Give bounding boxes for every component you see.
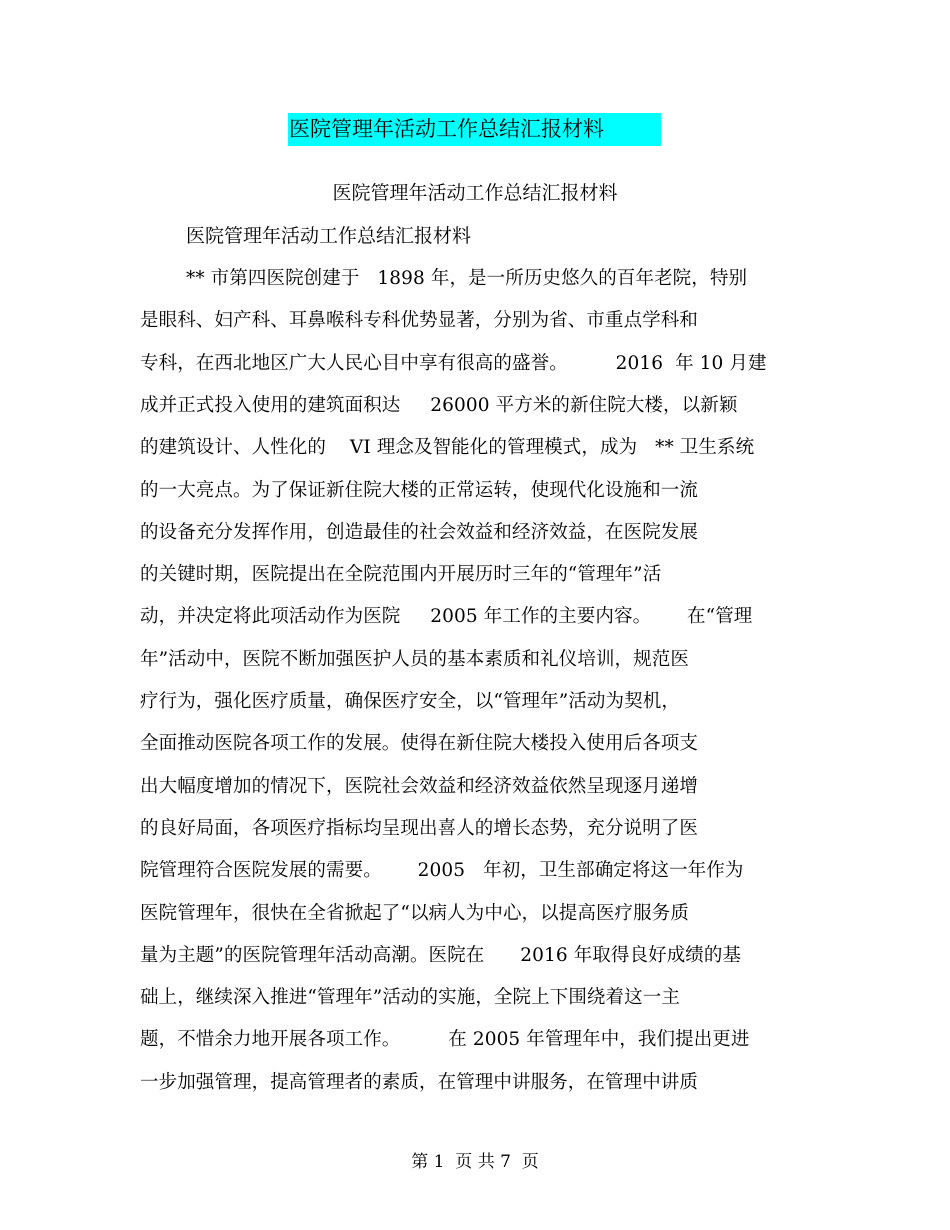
page-footer: 第 1 页 共 7 页 [411, 1152, 539, 1172]
body-line: 院管理符合医院发展的需要。 2005 年初，卫生部确定将这一年作为 [140, 860, 744, 882]
body-line: 专科，在西北地区广大人民心目中享有很高的盛誉。 2016 年 10 月建 [140, 352, 767, 374]
body-line: 础上，继续深入推进“管理年”活动的实施，全院上下围绕着这一主 [140, 987, 680, 1009]
body-line: 的建筑设计、人性化的 VI 理念及智能化的管理模式，成为 ** 卫生系统 [140, 437, 755, 459]
body-line: 动，并决定将此项活动作为医院 2005 年工作的主要内容。 在“管理 [140, 606, 753, 628]
body-line: 年”活动中，医院不断加强医护人员的基本素质和礼仪培训，规范医 [140, 648, 689, 670]
body-line: 一步加强管理，提高管理者的素质，在管理中讲服务，在管理中讲质 [140, 1071, 699, 1093]
body-line: 量为主题”的医院管理年活动高潮。医院在 2016 年取得良好成绩的基 [140, 944, 742, 966]
document-title: 医院管理年活动工作总结汇报材料 [289, 117, 604, 141]
body-line: 的设备充分发挥作用，创造最佳的社会效益和经济效益，在医院发展 [140, 521, 699, 543]
body-line: 的一大亮点。为了保证新住院大楼的正常运转，使现代化设施和一流 [140, 479, 699, 501]
body-line: 是眼科、妇产科、耳鼻喉科专科优势显著，分别为省、市重点学科和 [140, 310, 699, 332]
body-line: 全面推动医院各项工作的发展。使得在新住院大楼投入使用后各项支 [140, 733, 699, 755]
document-subtitle: 医院管理年活动工作总结汇报材料 [332, 182, 618, 204]
body-line: 的关键时期，医院提出在全院范围内开展历时三年的“管理年”活 [140, 564, 662, 586]
body-line: 的良好局面，各项医疗指标均呈现出喜人的增长态势，充分说明了医 [140, 817, 699, 839]
body-line: 出大幅度增加的情况下，医院社会效益和经济效益依然呈现逐月递增 [140, 775, 699, 797]
body-line: 成并正式投入使用的建筑面积达 26000 平方米的新住院大楼，以新颖 [140, 394, 738, 416]
document-subtitle-secondary: 医院管理年活动工作总结汇报材料 [186, 225, 472, 247]
body-line: ** 市第四医院创建于 1898 年，是一所历史悠久的百年老院，特别 [186, 268, 748, 289]
body-line: 疗行为，强化医疗质量，确保医疗安全，以“管理年”活动为契机， [140, 691, 680, 712]
body-line: 医院管理年，很快在全省掀起了“以病人为中心，以提高医疗服务质 [140, 902, 689, 924]
body-line: 题，不惜余力地开展各项工作。 在 2005 年管理年中，我们提出更进 [140, 1029, 750, 1051]
